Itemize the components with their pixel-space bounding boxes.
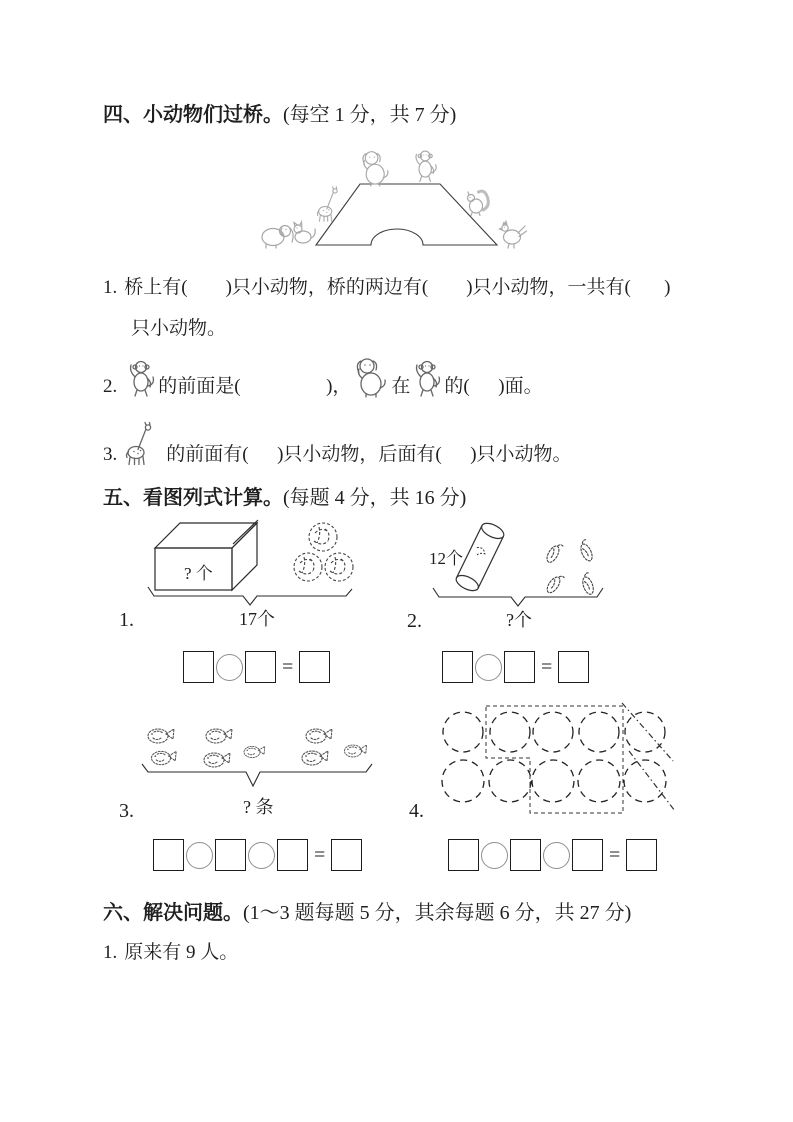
brace bbox=[142, 764, 372, 786]
s5-q1-brace-label: 17个 bbox=[239, 609, 275, 629]
operator-circle bbox=[481, 842, 508, 869]
dog-icon bbox=[353, 356, 389, 398]
s4-q2-text1: 的前面是( )， bbox=[158, 376, 352, 397]
s5-q2-equation bbox=[441, 651, 590, 683]
monkey-icon bbox=[416, 151, 436, 181]
operand-box bbox=[245, 651, 276, 683]
section5-title-text: 五、看图列式计算。 bbox=[103, 487, 283, 509]
s5-q1-number: 1. bbox=[119, 609, 134, 631]
s4-q2-text2: 在 bbox=[391, 376, 411, 397]
s4-q2-text3: 的( )面。 bbox=[444, 376, 543, 397]
operand-box bbox=[277, 839, 308, 871]
operator-circle bbox=[543, 842, 570, 869]
operator-circle bbox=[248, 842, 275, 869]
chicken-icon bbox=[500, 222, 527, 249]
answer-box bbox=[626, 839, 657, 871]
monkey-icon bbox=[126, 358, 156, 398]
s5-q2-number: 2. bbox=[407, 610, 422, 632]
operand-box bbox=[504, 651, 535, 683]
operand-box bbox=[510, 839, 541, 871]
peppers-drawing bbox=[545, 539, 596, 595]
bridge-shape bbox=[316, 184, 497, 245]
section4-title-text: 四、小动物们过桥。 bbox=[103, 104, 283, 126]
balls-drawing bbox=[294, 523, 353, 581]
squirrel-icon bbox=[468, 191, 489, 215]
giraffe-icon bbox=[126, 421, 158, 466]
section6-title-text: 六、解决问题。 bbox=[103, 902, 243, 924]
section6-title bbox=[103, 896, 631, 925]
fish-group-2 bbox=[204, 729, 265, 767]
s4-q2-number: 2. bbox=[103, 376, 118, 397]
s5-q1-equation bbox=[182, 651, 331, 683]
operand-box bbox=[153, 839, 184, 871]
operand-box bbox=[215, 839, 246, 871]
brace bbox=[433, 588, 603, 606]
dog-icon bbox=[363, 152, 388, 186]
section4-title bbox=[103, 98, 456, 127]
answer-box bbox=[558, 651, 589, 683]
s4-q3-line bbox=[103, 418, 572, 466]
section5-title-points: (每题 4 分，共 16 分) bbox=[283, 487, 467, 509]
operand-box bbox=[572, 839, 603, 871]
section6-title-points: (1～3 题每题 5 分，其余每题 6 分，共 27 分) bbox=[243, 902, 632, 924]
section4-title-points: (每空 1 分，共 7 分) bbox=[283, 104, 457, 126]
equals-sign: = bbox=[282, 656, 294, 678]
s4-q1-text2: 只小动物。 bbox=[131, 318, 227, 339]
s6-q1-number: 1. bbox=[103, 942, 118, 963]
s4-q1-text: 桥上有( )只小动物，桥的两边有( )只小动物，一共有( ) bbox=[124, 277, 671, 298]
operand-box bbox=[442, 651, 473, 683]
s4-q3-number: 3. bbox=[103, 444, 118, 465]
s6-q1-text: 原来有 9 人。 bbox=[124, 942, 239, 963]
equals-sign: = bbox=[541, 656, 553, 678]
fish-group-1 bbox=[148, 729, 176, 765]
operator-circle bbox=[475, 654, 502, 681]
s5-q4-equation bbox=[447, 839, 658, 871]
s5-q3-brace-label: ? 条 bbox=[243, 797, 274, 817]
s5-q3-equation bbox=[152, 839, 363, 871]
giraffe-icon bbox=[317, 187, 337, 221]
fish-group-3 bbox=[302, 729, 367, 765]
s5-q2-brace-label: ?个 bbox=[506, 610, 532, 630]
s5-q4-figure bbox=[435, 693, 680, 818]
s5-q1-box-label: ? 个 bbox=[184, 564, 213, 583]
s6-q1-line bbox=[103, 937, 238, 964]
s5-q4-number: 4. bbox=[409, 800, 424, 822]
s5-q3-number: 3. bbox=[119, 800, 134, 822]
s5-q1-figure bbox=[115, 510, 385, 612]
s4-q1-number: 1. bbox=[103, 277, 118, 298]
answer-box bbox=[299, 651, 330, 683]
dashed-circles bbox=[442, 712, 666, 802]
operator-circle bbox=[186, 842, 213, 869]
operand-box bbox=[448, 839, 479, 871]
equals-sign: = bbox=[314, 844, 326, 866]
operand-box bbox=[183, 651, 214, 683]
s5-q2-count-label: 12个 bbox=[429, 549, 463, 568]
bridge-illustration bbox=[250, 143, 535, 255]
monkey-icon bbox=[412, 358, 442, 398]
elephant-icon bbox=[262, 226, 293, 249]
operator-circle bbox=[216, 654, 243, 681]
s4-q3-text: 的前面有( )只小动物，后面有( )只小动物。 bbox=[166, 444, 572, 465]
equals-sign: = bbox=[609, 844, 621, 866]
s5-q3-figure bbox=[135, 718, 380, 790]
s4-q1-line1 bbox=[103, 272, 670, 299]
s4-q1-line2 bbox=[131, 313, 226, 340]
section5-title bbox=[103, 481, 466, 510]
answer-box bbox=[331, 839, 362, 871]
cat-icon bbox=[294, 222, 315, 243]
s4-q2-line bbox=[103, 352, 543, 398]
